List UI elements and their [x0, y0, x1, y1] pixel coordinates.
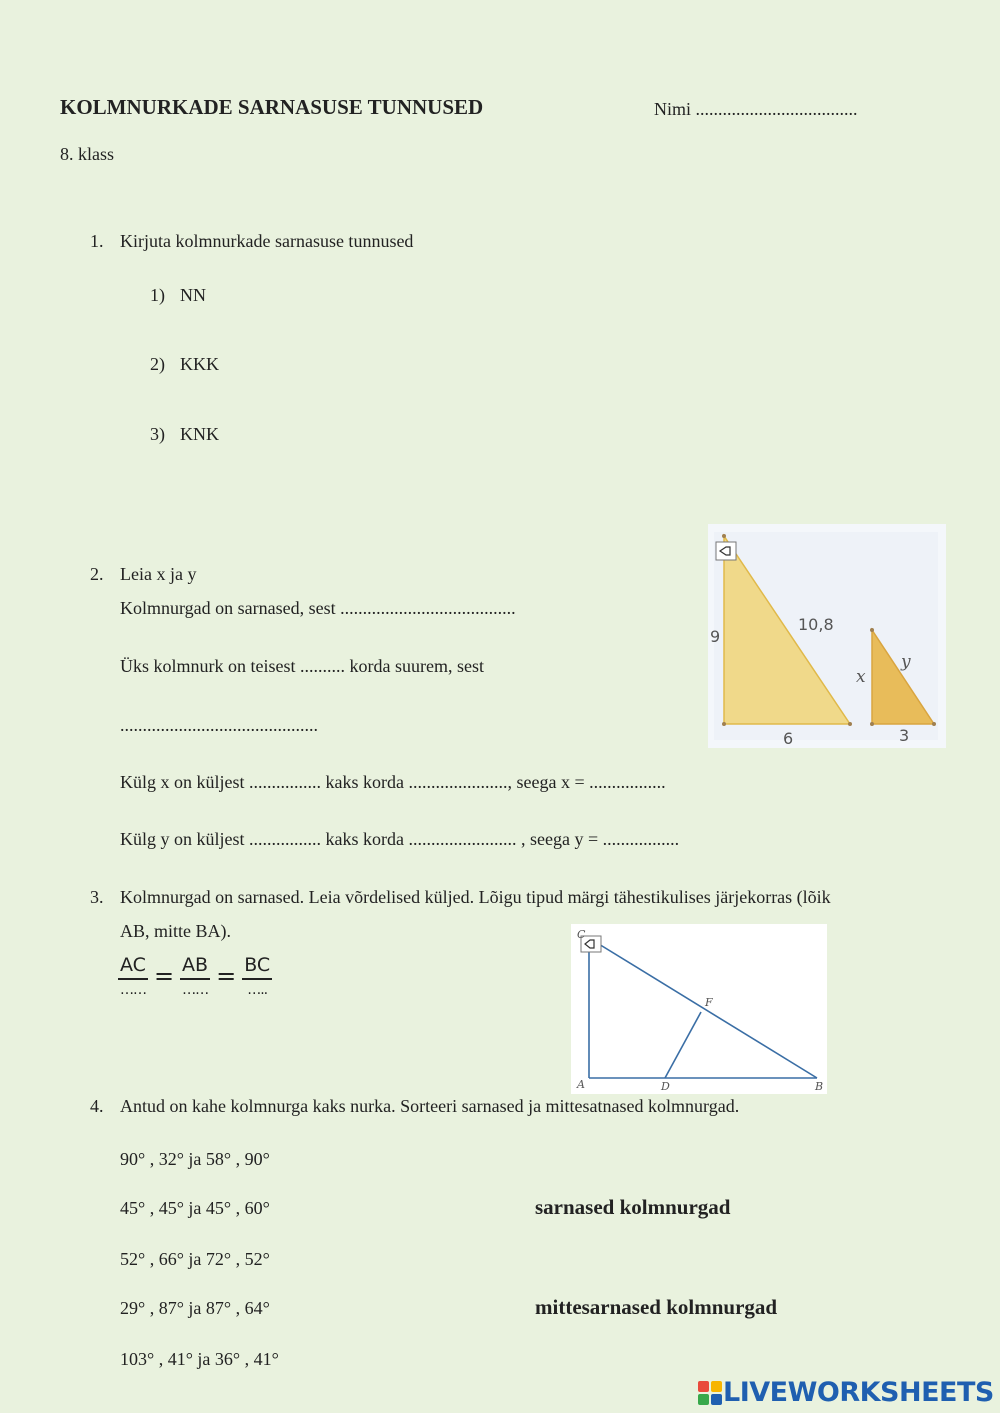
vertex-label-d: D [661, 1080, 670, 1093]
segment-df [665, 1012, 701, 1078]
right-triangle-figure [571, 924, 827, 1094]
proportion-equation [118, 954, 272, 998]
q3-text: Kolmnurgad on sarnased. Leia võrdelised küljed. Lõigu tipud märgi tähestikulises järjekorras (lõik [120, 887, 831, 907]
q2-line[interactable]: Üks kolmnurk on teisest .......... korda suurem, sest [120, 656, 484, 676]
angle-pair-item[interactable]: 52° , 66° ja 72° , 52° [120, 1249, 270, 1269]
big-base-label: 6 [783, 729, 794, 748]
q1-item-label: KKK [180, 354, 219, 374]
angle-pair-item[interactable]: 45° , 45° ja 45° , 60° [120, 1198, 270, 1218]
q2-line[interactable]: Külg x on küljest ................ kaks korda ......................, seega x = ................. [120, 772, 666, 792]
q1-item-number: 1) [150, 285, 165, 305]
q4-number: 4. [90, 1096, 104, 1116]
vertex-dot [870, 628, 874, 632]
small-base-label: 3 [899, 726, 910, 745]
vertex-dot [932, 722, 936, 726]
small-hyp-label: y [901, 652, 911, 672]
vertex-label-f: F [705, 996, 713, 1009]
vertex-label-b: B [815, 1080, 824, 1093]
q2-number: 2. [90, 564, 104, 584]
category-similar[interactable]: sarnased kolmnurgad [535, 1195, 731, 1219]
q2-line[interactable]: ............................................ [120, 715, 318, 735]
angle-pair-item[interactable]: 90° , 32° ja 58° , 90° [120, 1149, 270, 1169]
q1-item-number: 2) [150, 354, 165, 374]
q2-line[interactable]: Kolmnurgad on sarnased, sest ....................................... [120, 598, 516, 618]
logo-icon [697, 1380, 723, 1406]
q2-text: Leia x ja y [120, 564, 197, 584]
angle-pair-item[interactable]: 103° , 41° ja 36° , 41° [120, 1349, 279, 1369]
q1-item-number: 3) [150, 424, 165, 444]
q3-text: AB, mitte BA). [120, 921, 231, 941]
vertex-dot [722, 722, 726, 726]
q1-item-label: KNK [180, 424, 219, 444]
angle-pair-item[interactable]: 29° , 87° ja 87° , 64° [120, 1298, 270, 1318]
equals-sign: = [216, 962, 237, 990]
logo-square [698, 1394, 709, 1405]
grade-label: 8. klass [60, 144, 114, 164]
fraction-numerator: AB [180, 954, 210, 980]
category-not-similar[interactable]: mittesarnased kolmnurgad [535, 1295, 778, 1319]
fraction-denominator-blank[interactable]: …… [182, 982, 209, 998]
right-triangle-svg [571, 924, 827, 1094]
vertex-dot [848, 722, 852, 726]
logo-square [711, 1394, 722, 1405]
fraction-numerator: BC [242, 954, 272, 980]
q2-line[interactable]: Külg y on küljest ................ kaks korda ........................ , seega y = ................. [120, 829, 680, 849]
worksheet-title: KOLMNURKADE SARNASUSE TUNNUSED [60, 95, 484, 119]
vertex-label-a: A [577, 1078, 585, 1091]
vertex-dot [870, 722, 874, 726]
fraction-denominator-blank[interactable]: …… [119, 982, 146, 998]
logo-square [698, 1381, 709, 1392]
fraction [242, 954, 272, 998]
big-side-label: 9 [710, 627, 721, 646]
q1-item-label: NN [180, 285, 206, 305]
q1-number: 1. [90, 231, 104, 251]
fraction [180, 954, 210, 998]
q3-number: 3. [90, 887, 104, 907]
logo-square [711, 1381, 722, 1392]
small-side-label: x [856, 667, 866, 687]
q1-text: Kirjuta kolmnurkade sarnasuse tunnused [120, 231, 414, 251]
vertex-label-c: C [577, 928, 586, 941]
name-field[interactable]: Nimi .................................... [654, 99, 858, 119]
triangles-svg [708, 524, 946, 748]
big-hyp-label: 10,8 [798, 615, 834, 634]
logo-text: LIVEWORKSHEETS [723, 1377, 994, 1408]
fraction [118, 954, 148, 998]
q4-text: Antud on kahe kolmnurga kaks nurka. Sorteeri sarnased ja mittesatnased kolmnurgad. [120, 1096, 740, 1116]
fraction-numerator: AC [118, 954, 148, 980]
liveworksheets-logo [697, 1377, 994, 1408]
equals-sign: = [153, 962, 175, 990]
vertex-dot [722, 534, 726, 538]
triangles-figure [708, 524, 946, 748]
side-cb [589, 938, 817, 1078]
fraction-denominator-blank[interactable]: ….. [247, 982, 268, 998]
